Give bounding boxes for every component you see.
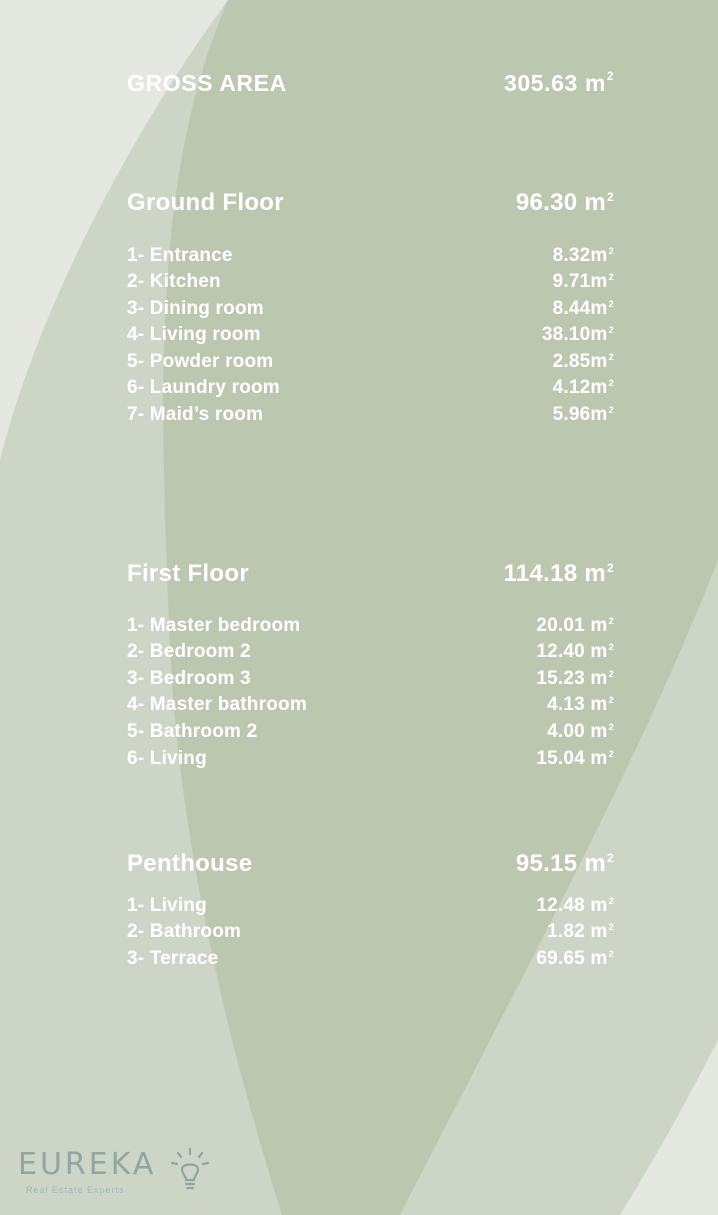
first-floor-item: 6- Living 15.04 $m^2$ xyxy=(127,748,614,769)
ground-floor-item: 3- Dining room $8.44m^2$ xyxy=(127,298,614,319)
ground-floor-total: 96.30 $m^2$ xyxy=(515,189,614,216)
gross-area-value: 305.63 $m^2$ xyxy=(504,70,614,96)
lightbulb-icon xyxy=(170,1147,210,1193)
penthouse-total: 95.15 $m^2$ xyxy=(515,850,614,877)
ground-floor-header xyxy=(127,189,614,217)
logo-wordmark: EUREKA xyxy=(18,1147,157,1182)
penthouse-item: 2- Bathroom 1.82 $m^2$ xyxy=(127,921,614,942)
penthouse-item: 3- Terrace 69.65 $m^2$ xyxy=(127,948,614,969)
gross-area-row xyxy=(127,70,614,97)
first-floor-total: 114.18 $m^2$ xyxy=(503,560,614,587)
ground-floor-item: 5- Powder room $2.85m^2$ xyxy=(127,351,614,372)
first-floor-item: 1- Master bedroom 20.01 $m^2$ xyxy=(127,615,614,636)
gross-area-label: GROSS AREA xyxy=(127,70,287,96)
ground-floor-item: 6- Laundry room $4.12m^2$ xyxy=(127,377,614,398)
first-floor-item: 5- Bathroom 2 4.00 $m^2$ xyxy=(127,721,614,742)
ground-floor-item: 1- Entrance $8.32m^2$ xyxy=(127,245,614,266)
penthouse-item: 1- Living 12.48 $m^2$ xyxy=(127,895,614,916)
penthouse-title: Penthouse xyxy=(127,850,253,877)
eureka-logo xyxy=(18,1147,218,1197)
ground-floor-item: 4- Living room $38.10m^2$ xyxy=(127,324,614,345)
ground-floor-item: 2- Kitchen $9.71m^2$ xyxy=(127,271,614,292)
ground-floor-title: Ground Floor xyxy=(127,189,284,216)
first-floor-title: First Floor xyxy=(127,560,249,587)
first-floor-item: 2- Bedroom 2 12.40 $m^2$ xyxy=(127,641,614,662)
first-floor-item: 3- Bedroom 3 15.23 $m^2$ xyxy=(127,668,614,689)
first-floor-header xyxy=(127,560,614,588)
logo-tagline: Real Estate Experts xyxy=(26,1185,125,1195)
first-floor-item: 4- Master bathroom 4.13 $m^2$ xyxy=(127,694,614,715)
penthouse-header xyxy=(127,850,614,878)
ground-floor-item: 7- Maid’s room $5.96m^2$ xyxy=(127,404,614,425)
